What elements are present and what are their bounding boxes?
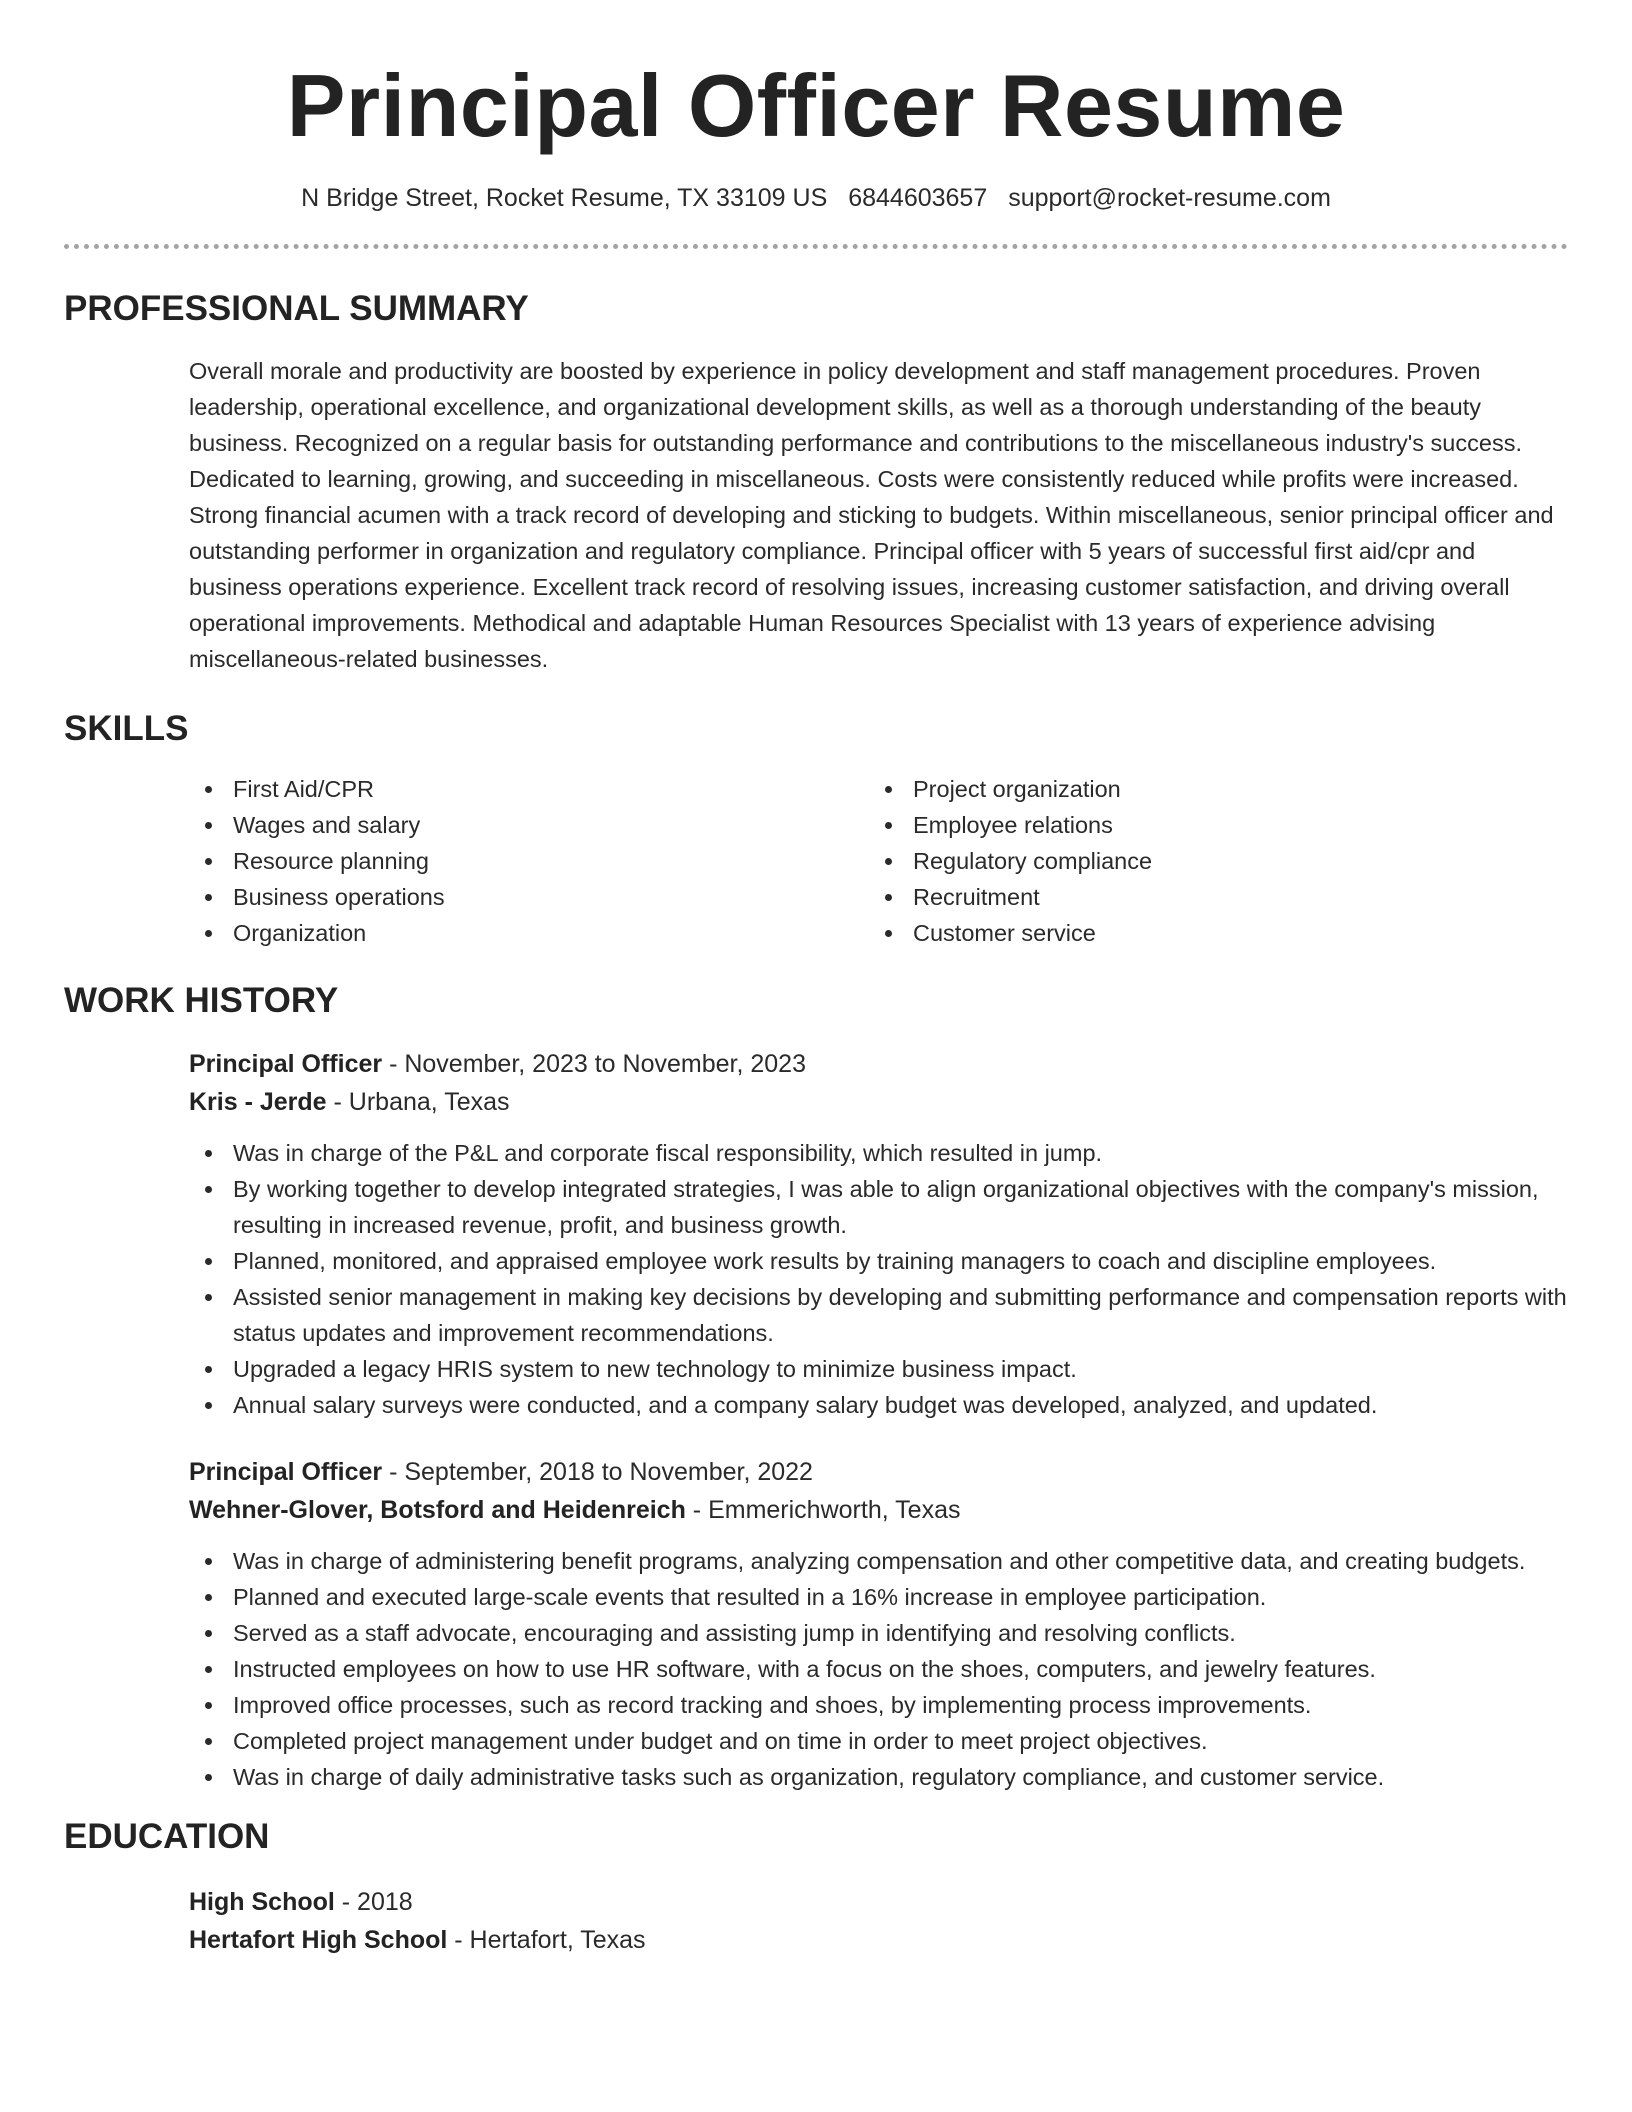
skill-item: Employee relations [869, 807, 1549, 843]
job-bullet: Planned and executed large-scale events that resulted in a 16% increase in employee participation. [189, 1579, 1568, 1615]
job-company: Wehner-Glover, Botsford and Heidenreich [189, 1496, 686, 1524]
job-role: Principal Officer [189, 1050, 383, 1078]
summary-text: Overall morale and productivity are boosted by experience in policy development and staff management procedures. Proven leadership, operational excellence, and organizational development skills, as well as a thorough understanding of the beauty business. Recognized on a regular basis for outstanding performance and contributions to the miscellaneous industry's success. Dedicated to learning, growing, and succeeding in miscellaneous. Costs were consistently reduced while profits were increased. Strong financial acumen with a track record of developing and sticking to budgets. Within miscellaneous, senior principal officer and outstanding performer in organization and regulatory compliance. Principal officer with 5 years of successful first aid/cpr and business operations experience. Excellent track record of resolving issues, increasing customer satisfaction, and driving overall operational improvements. Methodical and adaptable Human Resources Specialist with 13 years of experience advising miscellaneous-related businesses. [189, 358, 1554, 672]
job-bullet: Was in charge of the P&L and corporate fiscal responsibility, which resulted in jump. [189, 1135, 1568, 1171]
education-heading: EDUCATION [64, 1817, 270, 1856]
summary-section [64, 287, 1568, 677]
job-bullet: Served as a staff advocate, encouraging and assisting jump in identifying and resolving conflicts. [189, 1615, 1568, 1651]
job-bullet: Assisted senior management in making key decisions by developing and submitting performance and compensation reports with status updates and improvement recommendations. [189, 1279, 1568, 1351]
education-year: - 2018 [334, 1888, 413, 1916]
job-bullet: Planned, monitored, and appraised employee work results by training managers to coach and discipline employees. [189, 1243, 1568, 1279]
education-degree-line [189, 1883, 1568, 1921]
job-title-line [189, 1045, 1568, 1083]
skill-item: Project organization [869, 771, 1549, 807]
resume-title: Principal Officer Resume [286, 56, 1346, 155]
contact-email: support@rocket-resume.com [1008, 184, 1331, 212]
job-bullet: Was in charge of administering benefit programs, analyzing compensation and other competitive data, and creating budgets. [189, 1543, 1568, 1579]
education-section [64, 1815, 1568, 1959]
job-company: Kris - Jerde [189, 1088, 327, 1116]
skills-grid [189, 771, 1568, 951]
skills-section [64, 707, 1568, 951]
work-history-section [64, 979, 1568, 1795]
job-bullet: Improved office processes, such as record tracking and shoes, by implementing process improvements. [189, 1687, 1568, 1723]
job-bullet: Was in charge of daily administrative tasks such as organization, regulatory compliance, and customer service. [189, 1759, 1568, 1795]
job-company-line [189, 1083, 1568, 1121]
job-bullet: Completed project management under budget and on time in order to meet project objectives. [189, 1723, 1568, 1759]
work-history-heading: WORK HISTORY [64, 981, 339, 1020]
job-dates: - September, 2018 to November, 2022 [382, 1458, 813, 1486]
job-dates: - November, 2023 to November, 2023 [382, 1050, 806, 1078]
contact-address: N Bridge Street, Rocket Resume, TX 33109 US [301, 184, 828, 212]
summary-heading: PROFESSIONAL SUMMARY [64, 289, 529, 328]
education-school-line [189, 1921, 1568, 1959]
job-bullets [189, 1543, 1568, 1795]
job-bullet: By working together to develop integrated strategies, I was able to align organizational objectives with the company's mission, resulting in increased revenue, profit, and business growth. [189, 1171, 1568, 1243]
skills-column-right [869, 771, 1549, 951]
job-company-line [189, 1491, 1568, 1529]
contact-line [64, 182, 1568, 214]
education-school: Hertafort High School [189, 1926, 448, 1954]
job-location: - Urbana, Texas [326, 1088, 510, 1116]
skills-heading: SKILLS [64, 709, 189, 748]
contact-phone: 6844603657 [848, 184, 988, 212]
job-bullet: Instructed employees on how to use HR software, with a focus on the shoes, computers, and jewelry features. [189, 1651, 1568, 1687]
skill-item: Resource planning [189, 843, 869, 879]
education-entry [189, 1883, 1568, 1959]
skill-item: Organization [189, 915, 869, 951]
header-divider [64, 244, 1568, 249]
job-location: - Emmerichworth, Texas [685, 1496, 961, 1524]
skill-item: First Aid/CPR [189, 771, 869, 807]
job-bullet: Annual salary surveys were conducted, and a company salary budget was developed, analyzed, and updated. [189, 1387, 1568, 1423]
skill-item: Regulatory compliance [869, 843, 1549, 879]
job-entry [189, 1453, 1568, 1795]
job-bullets [189, 1135, 1568, 1423]
skill-item: Business operations [189, 879, 869, 915]
skill-item: Wages and salary [189, 807, 869, 843]
job-bullet: Upgraded a legacy HRIS system to new technology to minimize business impact. [189, 1351, 1568, 1387]
skill-item: Recruitment [869, 879, 1549, 915]
job-entry [189, 1045, 1568, 1423]
skill-item: Customer service [869, 915, 1549, 951]
job-role: Principal Officer [189, 1458, 383, 1486]
job-title-line [189, 1453, 1568, 1491]
skills-column-left [189, 771, 869, 951]
education-location: - Hertafort, Texas [447, 1926, 646, 1954]
education-degree: High School [189, 1888, 335, 1916]
